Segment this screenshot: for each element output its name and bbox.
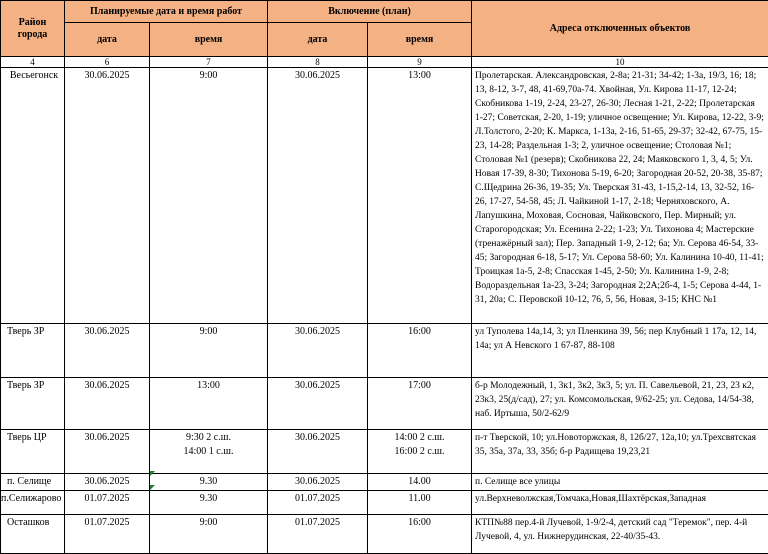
work-time-header: время bbox=[150, 23, 268, 57]
header-row-1 bbox=[1, 1, 768, 23]
work-time-cell: 9:00 bbox=[150, 68, 268, 324]
addresses-cell: п-т Тверской, 10; ул.Новоторжская, 8, 12б/27, 12а,10; ул.Трехсвятская 35, 35а, 37а, 33, 35б; б-р Радищева 19,23,21 bbox=[472, 430, 768, 474]
on-time-cell: 13:00 bbox=[368, 68, 472, 324]
work-date-cell: 01.07.2025 bbox=[65, 515, 150, 554]
addresses-cell: п. Селище все улицы bbox=[472, 474, 768, 491]
district-cell: Тверь ЦР bbox=[1, 430, 65, 474]
on-date-cell: 30.06.2025 bbox=[268, 378, 368, 430]
addresses-cell: КТП№88 пер.4-й Лучевой, 1-9/2-4, детский сад "Теремок", пер. 4-й Лучевой, 4, ул. Нижнерудинская, 22-40/35-43. bbox=[472, 515, 768, 554]
on-date-cell: 30.06.2025 bbox=[268, 324, 368, 378]
district-header: Район города bbox=[1, 1, 65, 57]
work-date-cell: 01.07.2025 bbox=[65, 491, 150, 515]
on-time-cell: 16:00 bbox=[368, 515, 472, 554]
on-date-cell: 30.06.2025 bbox=[268, 68, 368, 324]
work-date-cell: 30.06.2025 bbox=[65, 378, 150, 430]
addresses-cell: ул Туполева 14а,14, 3; ул Пленкина 39, 56; пер Клубный 1 17а, 12, 14, 14а; ул А Невского 1 67-87, 88-108 bbox=[472, 324, 768, 378]
cell-comment-marker bbox=[150, 471, 155, 476]
work-date-header: дата bbox=[65, 23, 150, 57]
district-cell: п.Селижарово bbox=[1, 491, 65, 515]
work-date-cell: 30.06.2025 bbox=[65, 324, 150, 378]
work-time-cell: 9.30 bbox=[150, 474, 268, 491]
addresses-cell: б-р Молодежный, 1, 3к1, 3к2, 3к3, 5; ул. П. Савельевой, 21, 23, 23 к2, 23к3, 25(д/сад), 27; ул. Комсомольская, 9/62-25; ул. Седова, 14/54-38, наб. Иртыша, 50/2-62/9 bbox=[472, 378, 768, 430]
district-cell: Весьегонск bbox=[1, 68, 65, 324]
column-number: 8 bbox=[268, 57, 368, 68]
on-time-cell: 14:00 2 с.ш. 16:00 2 с.ш. bbox=[368, 430, 472, 474]
addresses-cell: ул.Верхневолжская,Томчака,Новая,Шахтёрская,Западная bbox=[472, 491, 768, 515]
district-cell: Осташков bbox=[1, 515, 65, 554]
column-number-row bbox=[1, 57, 768, 68]
table-row bbox=[1, 474, 768, 491]
on-time-cell: 14.00 bbox=[368, 474, 472, 491]
on-time-cell: 17:00 bbox=[368, 378, 472, 430]
on-date-cell: 30.06.2025 bbox=[268, 430, 368, 474]
addresses-header: Адреса отключенных объектов bbox=[472, 1, 768, 57]
district-cell: Тверь ЗР bbox=[1, 378, 65, 430]
work-time-cell: 9:00 bbox=[150, 515, 268, 554]
column-number: 10 bbox=[472, 57, 768, 68]
cell-comment-marker bbox=[150, 485, 155, 490]
work-time-cell: 13:00 bbox=[150, 378, 268, 430]
on-time-cell: 16:00 bbox=[368, 324, 472, 378]
work-time-cell: 9.30 bbox=[150, 491, 268, 515]
table-row bbox=[1, 430, 768, 474]
work-date-cell: 30.06.2025 bbox=[65, 430, 150, 474]
work-time-cell: 9:00 bbox=[150, 324, 268, 378]
on-date-cell: 01.07.2025 bbox=[268, 515, 368, 554]
switch-on-header: Включение (план) bbox=[268, 1, 472, 23]
column-number: 9 bbox=[368, 57, 472, 68]
work-date-cell: 30.06.2025 bbox=[65, 474, 150, 491]
on-time-header: время bbox=[368, 23, 472, 57]
on-date-cell: 30.06.2025 bbox=[268, 474, 368, 491]
work-date-cell: 30.06.2025 bbox=[65, 68, 150, 324]
on-date-header: дата bbox=[268, 23, 368, 57]
on-date-cell: 01.07.2025 bbox=[268, 491, 368, 515]
table-row bbox=[1, 378, 768, 430]
on-time-cell: 11.00 bbox=[368, 491, 472, 515]
column-number: 4 bbox=[1, 57, 65, 68]
addresses-cell: Пролетарская. Александровская, 2-8а; 21-31; 34-42; 1-3а, 19/3, 16; 18; 13, 8-12, 3-7, 48, 41-69,70а-74. Хвойная, Ул. Кирова 11-17, 12-24; Скобникова 1-19, 2-24, 23-27, 26-30; Лесная 1-21, 2-22; Пролетарская 1-27; Советская, 2-20, 1-19; уличное освещение; Ул. Кирова, 12-22, 3-9; Л.Толстого, 2-20; К. Маркса, 1-13а, 2-16, 51-65, 29-37; 32-42, 67-75, 15-23, 14-28; Раздельная 1-3; 2, уличное освещение; Столовая №1; Столовая №1 (резерв); Скобникова 22, 24; Маяковского 1, 3, 4, 5; Ул. Новая 17-39, 8-30; Тихонова 5-19, 6-20; Загородная 20-52, 20-38, 35-87; С.Щедрина 26-36, 19-35; Ул. Тверская 31-43, 1-15,2-14, 13, 32-52, 16-26, 17-27, 54-58, 45; Л. Чайкиной 1-17, 2-18; Черняховского, А. Лапушкина, Моховая, Сосновая, Чайковского, Пер. Мирный; ул. Старогородская; Ул. Есенина 2-22; 1-23; Ул. Тихонова 4; Мастерские (тренажёрный зал); Пер. Западный 1-9, 2-12; 6а; Ул. Серова 46-54, 33-45; Загородная 6-18, 5-17; Ул. Серова 58-60; Ул. Калинина 10-40, 11-41; Троицкая 1а-5, 2-8; Спасская 1-45, 2-50; Ул. Калинина 1-9, 2-8; Водораздельная 1а-23, 3-24; Загородная 2;2А;2б-4, 1-5; Серова 4-44, 1-31, 20а; С. Перовской 10-12, 76, 5, 56, Новая, 3-15; КНС №1 bbox=[472, 68, 768, 324]
column-number: 6 bbox=[65, 57, 150, 68]
district-cell: Тверь ЗР bbox=[1, 324, 65, 378]
table-row bbox=[1, 515, 768, 554]
table-row bbox=[1, 324, 768, 378]
table-row bbox=[1, 491, 768, 515]
work-time-cell: 9:30 2 с.ш. 14:00 1 с.ш. bbox=[150, 430, 268, 474]
table-row bbox=[1, 68, 768, 324]
planned-work-header: Планируемые дата и время работ bbox=[65, 1, 268, 23]
column-number: 7 bbox=[150, 57, 268, 68]
district-cell: п. Селище bbox=[1, 474, 65, 491]
